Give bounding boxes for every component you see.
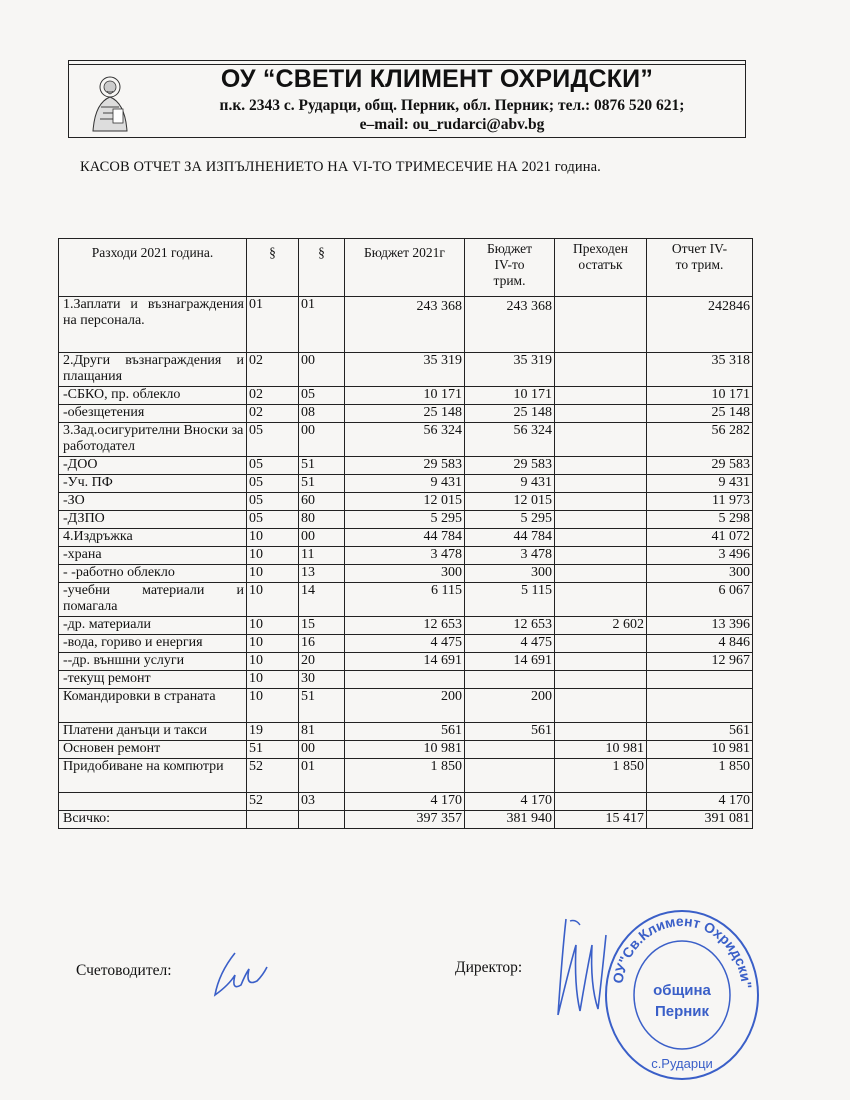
column-header: Отчет IV-то трим.	[647, 239, 753, 297]
amount-cell	[555, 723, 647, 741]
amount-cell: 243 368	[345, 297, 465, 353]
paragraph-code: 20	[299, 653, 345, 671]
svg-text:с.Рударци: с.Рударци	[651, 1056, 713, 1071]
amount-cell	[647, 671, 753, 689]
amount-cell: 56 282	[647, 423, 753, 457]
amount-cell	[555, 475, 647, 493]
amount-cell	[555, 405, 647, 423]
paragraph-code: 08	[299, 405, 345, 423]
amount-cell	[555, 653, 647, 671]
paragraph-code	[299, 811, 345, 829]
table-row	[59, 793, 753, 811]
column-header: Бюджет 2021г	[345, 239, 465, 297]
amount-cell: 6 115	[345, 583, 465, 617]
row-label: 3.Зад.осигурителни Вноски за работодател	[59, 423, 247, 457]
row-label: -СБКО, пр. облекло	[59, 387, 247, 405]
amount-cell: 13 396	[647, 617, 753, 635]
table-row	[59, 741, 753, 759]
paragraph-code: 01	[299, 759, 345, 793]
amount-cell	[555, 565, 647, 583]
row-label: Основен ремонт	[59, 741, 247, 759]
amount-cell: 300	[345, 565, 465, 583]
amount-cell: 10 981	[647, 741, 753, 759]
paragraph-code: 13	[299, 565, 345, 583]
paragraph-code: 02	[247, 405, 299, 423]
paragraph-code: 14	[299, 583, 345, 617]
paragraph-code: 80	[299, 511, 345, 529]
row-label: -храна	[59, 547, 247, 565]
table-row	[59, 457, 753, 475]
column-header: §	[247, 239, 299, 297]
paragraph-code: 03	[299, 793, 345, 811]
paragraph-code: 51	[299, 475, 345, 493]
amount-cell: 44 784	[465, 529, 555, 547]
table-row	[59, 547, 753, 565]
amount-cell: 35 318	[647, 353, 753, 387]
row-label: -ДЗПО	[59, 511, 247, 529]
amount-cell: 9 431	[465, 475, 555, 493]
row-label: -ДОО	[59, 457, 247, 475]
table-row	[59, 297, 753, 353]
column-header: Разходи 2021 година.	[59, 239, 247, 297]
paragraph-code: 05	[247, 423, 299, 457]
amount-cell	[555, 547, 647, 565]
paragraph-code: 15	[299, 617, 345, 635]
amount-cell: 14 691	[465, 653, 555, 671]
amount-cell: 15 417	[555, 811, 647, 829]
table-row	[59, 723, 753, 741]
svg-text:община: община	[653, 982, 711, 999]
paragraph-code: 10	[247, 689, 299, 723]
amount-cell: 397 357	[345, 811, 465, 829]
paragraph-code: 05	[247, 493, 299, 511]
paragraph-code: 10	[247, 635, 299, 653]
amount-cell	[555, 583, 647, 617]
amount-cell: 29 583	[647, 457, 753, 475]
paragraph-code: 52	[247, 793, 299, 811]
amount-cell	[555, 793, 647, 811]
paragraph-code: 10	[247, 547, 299, 565]
row-label: -Уч. ПФ	[59, 475, 247, 493]
table-row	[59, 353, 753, 387]
saint-portrait-icon	[83, 71, 137, 133]
paragraph-code: 52	[247, 759, 299, 793]
paragraph-code: 00	[299, 423, 345, 457]
amount-cell	[465, 671, 555, 689]
paragraph-code: 51	[299, 457, 345, 475]
paragraph-code: 05	[247, 475, 299, 493]
column-header: Бюджет IV-то трим.	[465, 239, 555, 297]
amount-cell: 391 081	[647, 811, 753, 829]
amount-cell: 29 583	[345, 457, 465, 475]
amount-cell: 10 981	[345, 741, 465, 759]
amount-cell: 5 295	[465, 511, 555, 529]
amount-cell	[465, 759, 555, 793]
row-label: Платени данъци и такси	[59, 723, 247, 741]
table-row	[59, 689, 753, 723]
amount-cell: 5 298	[647, 511, 753, 529]
paragraph-code: 00	[299, 529, 345, 547]
amount-cell: 561	[647, 723, 753, 741]
report-title: КАСОВ ОТЧЕТ ЗА ИЗПЪЛНЕНИЕТО НА VI-ТО ТРИМЕСЕЧИЕ НА 2021 година.	[80, 159, 601, 175]
row-label	[59, 793, 247, 811]
amount-cell: 12 653	[345, 617, 465, 635]
column-header: §	[299, 239, 345, 297]
amount-cell: 3 478	[465, 547, 555, 565]
paragraph-code: 16	[299, 635, 345, 653]
amount-cell: 4 475	[465, 635, 555, 653]
paragraph-code	[247, 811, 299, 829]
paragraph-code: 02	[247, 353, 299, 387]
paragraph-code: 11	[299, 547, 345, 565]
amount-cell: 11 973	[647, 493, 753, 511]
amount-cell: 4 170	[465, 793, 555, 811]
table-row	[59, 405, 753, 423]
paragraph-code: 10	[247, 653, 299, 671]
row-label: Командировки в страната	[59, 689, 247, 723]
row-label: 2.Други възнаграждения и плащания	[59, 353, 247, 387]
row-label: -учебни материали и помагала	[59, 583, 247, 617]
school-name: ОУ “СВЕТИ КЛИМЕНТ ОХРИДСКИ”	[220, 65, 654, 93]
amount-cell	[555, 511, 647, 529]
amount-cell: 41 072	[647, 529, 753, 547]
amount-cell: 2 602	[555, 617, 647, 635]
accountant-label: Счетоводител:	[76, 962, 172, 979]
amount-cell: 6 067	[647, 583, 753, 617]
row-label: - -работно облекло	[59, 565, 247, 583]
row-label: -др. материали	[59, 617, 247, 635]
svg-text:ОУ"Св.Климент Охридски": ОУ"Св.Климент Охридски"	[609, 912, 755, 990]
paragraph-code: 10	[247, 529, 299, 547]
amount-cell: 10 171	[465, 387, 555, 405]
amount-cell: 4 170	[647, 793, 753, 811]
amount-cell: 12 653	[465, 617, 555, 635]
paragraph-code: 05	[247, 511, 299, 529]
row-label: Придобиване на компютри	[59, 759, 247, 793]
amount-cell: 25 148	[345, 405, 465, 423]
amount-cell: 200	[345, 689, 465, 723]
email-line: e–mail: ou_rudarci@abv.bg	[359, 116, 545, 133]
amount-cell	[555, 423, 647, 457]
amount-cell: 9 431	[345, 475, 465, 493]
paragraph-code: 10	[247, 671, 299, 689]
amount-cell	[345, 671, 465, 689]
amount-cell: 10 171	[647, 387, 753, 405]
amount-cell	[555, 353, 647, 387]
amount-cell: 1 850	[345, 759, 465, 793]
school-header	[68, 60, 746, 138]
amount-cell: 300	[647, 565, 753, 583]
table-row	[59, 511, 753, 529]
table-row	[59, 653, 753, 671]
paragraph-code: 30	[299, 671, 345, 689]
paragraph-code: 51	[299, 689, 345, 723]
amount-cell: 1 850	[555, 759, 647, 793]
table-row	[59, 583, 753, 617]
paragraph-code: 05	[247, 457, 299, 475]
amount-cell: 242846	[647, 297, 753, 353]
paragraph-code: 10	[247, 583, 299, 617]
amount-cell	[555, 387, 647, 405]
school-address	[157, 96, 747, 134]
amount-cell	[465, 741, 555, 759]
amount-cell: 25 148	[465, 405, 555, 423]
paragraph-code: 81	[299, 723, 345, 741]
table-row	[59, 493, 753, 511]
table-row	[59, 635, 753, 653]
amount-cell: 381 940	[465, 811, 555, 829]
table-row	[59, 565, 753, 583]
amount-cell	[555, 635, 647, 653]
amount-cell: 56 324	[465, 423, 555, 457]
amount-cell: 12 015	[465, 493, 555, 511]
amount-cell: 10 981	[555, 741, 647, 759]
paragraph-code: 01	[299, 297, 345, 353]
table-row	[59, 529, 753, 547]
amount-cell: 9 431	[647, 475, 753, 493]
row-label: -ЗО	[59, 493, 247, 511]
director-label: Директор:	[455, 959, 523, 976]
amount-cell	[555, 689, 647, 723]
paragraph-code: 19	[247, 723, 299, 741]
amount-cell: 5 295	[345, 511, 465, 529]
table-row	[59, 423, 753, 457]
total-row	[59, 811, 753, 829]
row-label: -вода, гориво и енергия	[59, 635, 247, 653]
amount-cell: 35 319	[345, 353, 465, 387]
paragraph-code: 10	[247, 565, 299, 583]
table-header-row	[59, 239, 753, 297]
amount-cell: 300	[465, 565, 555, 583]
amount-cell: 4 170	[345, 793, 465, 811]
paragraph-code: 00	[299, 353, 345, 387]
table-row	[59, 671, 753, 689]
table-row	[59, 759, 753, 793]
amount-cell: 25 148	[647, 405, 753, 423]
amount-cell: 12 967	[647, 653, 753, 671]
amount-cell: 243 368	[465, 297, 555, 353]
amount-cell: 4 475	[345, 635, 465, 653]
table-row	[59, 617, 753, 635]
amount-cell	[555, 457, 647, 475]
amount-cell	[555, 529, 647, 547]
amount-cell: 3 478	[345, 547, 465, 565]
accountant-signature	[205, 945, 275, 1007]
table-row	[59, 475, 753, 493]
row-label: 4.Издръжка	[59, 529, 247, 547]
paragraph-code: 00	[299, 741, 345, 759]
paragraph-code: 01	[247, 297, 299, 353]
amount-cell: 561	[345, 723, 465, 741]
amount-cell: 200	[465, 689, 555, 723]
amount-cell: 3 496	[647, 547, 753, 565]
budget-table	[58, 238, 753, 829]
column-header: Преходен остатък	[555, 239, 647, 297]
paragraph-code: 10	[247, 617, 299, 635]
paragraph-code: 02	[247, 387, 299, 405]
row-label: -текущ ремонт	[59, 671, 247, 689]
amount-cell: 35 319	[465, 353, 555, 387]
amount-cell	[647, 689, 753, 723]
amount-cell	[555, 493, 647, 511]
amount-cell: 4 846	[647, 635, 753, 653]
amount-cell: 44 784	[345, 529, 465, 547]
table-row	[59, 387, 753, 405]
amount-cell: 12 015	[345, 493, 465, 511]
paragraph-code: 60	[299, 493, 345, 511]
amount-cell: 10 171	[345, 387, 465, 405]
amount-cell: 14 691	[345, 653, 465, 671]
school-stamp	[600, 900, 762, 1082]
amount-cell	[555, 671, 647, 689]
row-label: --др. външни услуги	[59, 653, 247, 671]
row-label: 1.Заплати и възнаграждения на персонала.	[59, 297, 247, 353]
paragraph-code: 05	[299, 387, 345, 405]
row-label: Всичко:	[59, 811, 247, 829]
amount-cell: 1 850	[647, 759, 753, 793]
svg-text:Перник: Перник	[654, 1003, 710, 1020]
amount-cell: 56 324	[345, 423, 465, 457]
paragraph-code: 51	[247, 741, 299, 759]
amount-cell: 5 115	[465, 583, 555, 617]
row-label: -обезщетения	[59, 405, 247, 423]
amount-cell: 561	[465, 723, 555, 741]
amount-cell	[555, 297, 647, 353]
amount-cell: 29 583	[465, 457, 555, 475]
address-line: п.к. 2343 с. Рударци, общ. Перник, обл. Перник; тел.: 0876 520 621;	[219, 97, 685, 114]
